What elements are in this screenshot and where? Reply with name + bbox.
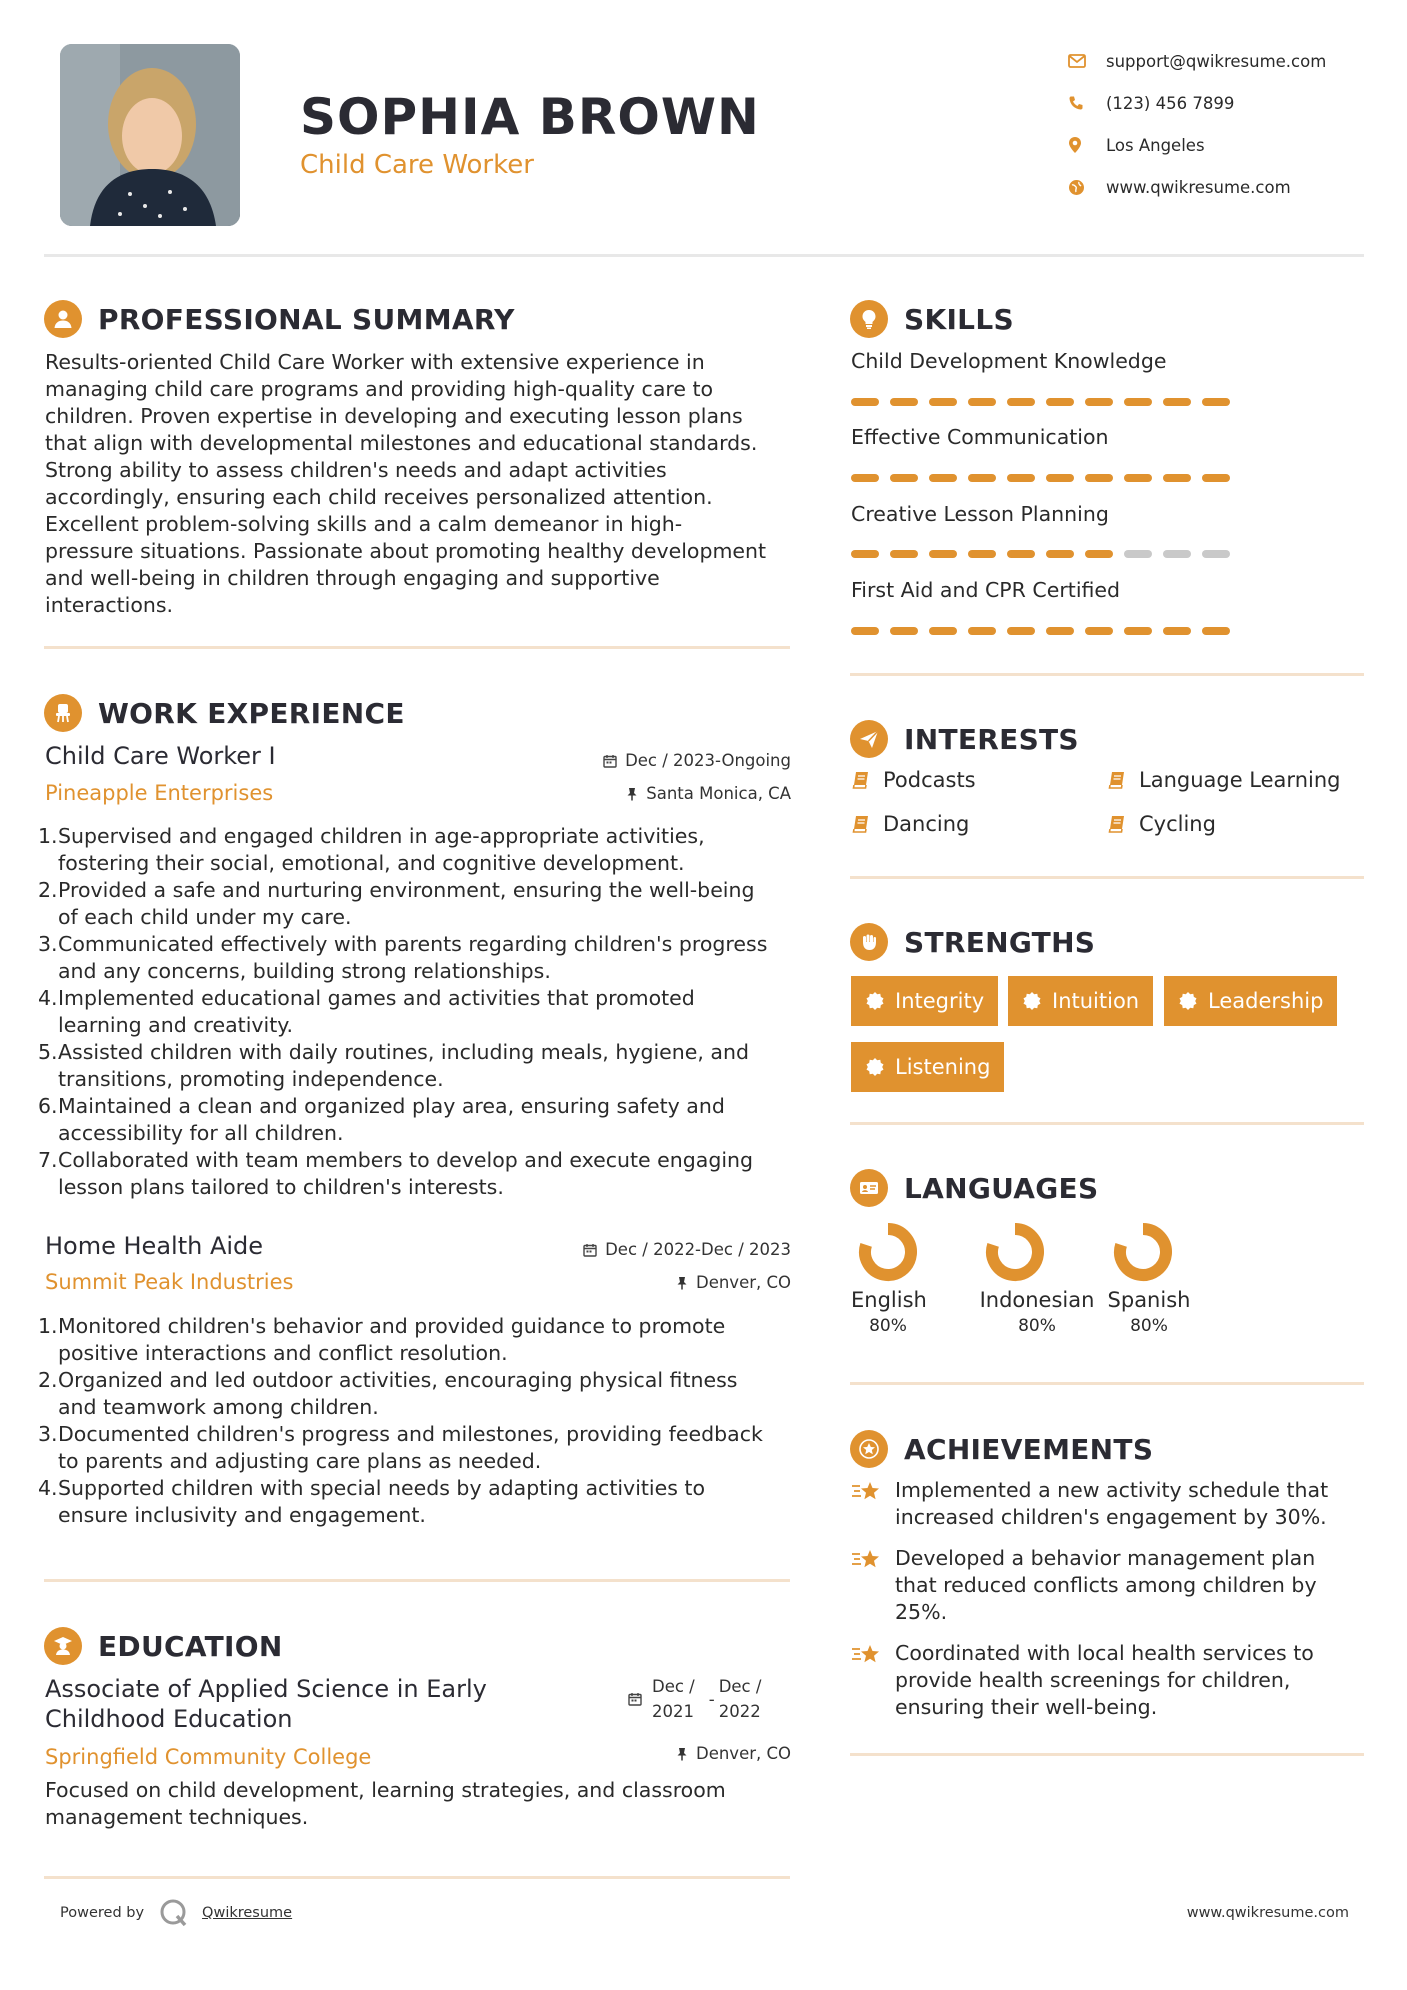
user-icon	[44, 300, 82, 338]
phone-icon	[1068, 95, 1084, 111]
skill-segment	[1046, 398, 1074, 406]
item-number: 4.	[38, 1476, 58, 1500]
skill-label: First Aid and CPR Certified	[851, 578, 1121, 602]
language-name: English	[851, 1288, 927, 1312]
contact-phone[interactable]	[1068, 82, 1388, 124]
skill-segment	[1163, 627, 1191, 635]
contact-location-text: Los Angeles	[1106, 135, 1205, 155]
strength-label: Listening	[895, 1055, 991, 1079]
skill-segment	[1202, 550, 1230, 558]
description-line: management techniques.	[45, 1805, 309, 1829]
achievements-header	[850, 1430, 1153, 1468]
summary-line: accordingly, ensuring each child receives personalized attention.	[45, 485, 713, 509]
summary-line: that align with developmental milestones and educational standards.	[45, 431, 758, 455]
interest-label: Dancing	[883, 812, 970, 836]
achievement-line: Developed a behavior management plan	[895, 1546, 1316, 1570]
list-item	[38, 1147, 798, 1201]
strengths-title: STRENGTHS	[904, 925, 1096, 959]
book-icon	[1107, 770, 1127, 790]
item-line: accessibility for all children.	[58, 1121, 344, 1145]
language-item	[851, 1222, 925, 1336]
education-location	[500, 1744, 791, 1763]
job-dates-text: Dec / 2023-Ongoing	[625, 751, 791, 770]
skill-segment	[1085, 398, 1113, 406]
mail-icon	[1068, 54, 1086, 68]
shooting-star-icon	[851, 1547, 883, 1573]
language-gauge	[858, 1222, 918, 1282]
item-line: and teamwork among children.	[58, 1395, 379, 1419]
candidate-name: SOPHIA BROWN	[300, 88, 760, 146]
profile-photo	[60, 44, 240, 226]
id-card-icon	[850, 1169, 888, 1207]
item-number: 3.	[38, 932, 58, 956]
skill-segment	[1007, 550, 1035, 558]
languages-divider	[850, 1382, 1364, 1385]
date-month: Dec /	[652, 1677, 695, 1696]
globe-icon	[1068, 179, 1085, 196]
strength-label: Integrity	[895, 989, 985, 1013]
skill-segment	[1163, 474, 1191, 482]
skill-segment	[890, 474, 918, 482]
item-number: 5.	[38, 1040, 58, 1064]
education-dates	[628, 1674, 761, 1724]
list-item	[38, 1039, 798, 1093]
item-line: Communicated effectively with parents regarding children's progress	[58, 932, 768, 956]
skill-segment	[1124, 398, 1152, 406]
date-month: Dec /	[718, 1677, 762, 1696]
skill-segment	[968, 550, 996, 558]
job-title: Child Care Worker I	[45, 742, 276, 770]
book-icon	[851, 814, 871, 834]
summary-line: Excellent problem-solving skills and a calm demeanor in high-	[45, 512, 683, 536]
item-line: positive interactions and conflict resolution.	[58, 1341, 508, 1365]
skill-segment	[929, 474, 957, 482]
list-item	[38, 1475, 798, 1529]
language-percent: 80%	[1018, 1316, 1056, 1336]
achievement-item	[851, 1545, 1351, 1626]
header-divider	[44, 254, 1364, 257]
strength-label: Intuition	[1052, 989, 1140, 1013]
strength-chip	[851, 1042, 1004, 1092]
language-name: Indonesian	[979, 1288, 1095, 1312]
languages-header	[850, 1169, 1098, 1207]
pushpin-icon	[676, 1276, 688, 1290]
skill-segment	[851, 474, 879, 482]
skill-label: Effective Communication	[851, 425, 1109, 449]
item-line: to parents and adjusting care plans as needed.	[58, 1449, 542, 1473]
item-line: Implemented educational games and activities that promoted	[58, 986, 695, 1010]
pushpin-icon	[626, 787, 638, 801]
contact-location	[1068, 124, 1388, 166]
calendar-icon	[603, 754, 617, 768]
language-gauge-arc	[1120, 1229, 1166, 1275]
job-dates-text: Dec / 2022-Dec / 2023	[605, 1240, 791, 1259]
portrait-photo-icon	[60, 44, 240, 226]
job-title: Home Health Aide	[45, 1232, 264, 1260]
contact-email-text: support@qwikresume.com	[1106, 51, 1327, 71]
achievement-line: ensuring their well-being.	[895, 1695, 1158, 1719]
language-gauge-arc	[865, 1229, 911, 1275]
skill-segment	[1163, 398, 1191, 406]
strengths-header	[850, 923, 1095, 961]
item-number: 3.	[38, 1422, 58, 1446]
achievement-item	[851, 1640, 1351, 1721]
education-divider	[44, 1876, 790, 1879]
job-company: Pineapple Enterprises	[45, 781, 274, 805]
item-line: Organized and led outdoor activities, encouraging physical fitness	[58, 1368, 738, 1392]
list-item	[38, 1093, 798, 1147]
achievement-line: 25%.	[895, 1600, 948, 1624]
badge-icon	[865, 991, 885, 1011]
job-location-text: Denver, CO	[695, 1273, 791, 1292]
calendar-icon	[628, 1692, 642, 1706]
item-line: lesson plans tailored to children's interests.	[58, 1175, 504, 1199]
skill-segment	[1124, 550, 1152, 558]
skill-level-bar	[851, 474, 1230, 482]
item-line: Documented children's progress and milestones, providing feedback	[58, 1422, 763, 1446]
item-number: 7.	[38, 1148, 58, 1172]
job-responsibilities	[38, 1313, 798, 1529]
item-line: Provided a safe and nurturing environment, ensuring the well-being	[58, 878, 755, 902]
skill-segment	[1007, 474, 1035, 482]
interest-label: Language Learning	[1139, 768, 1341, 792]
job-location	[500, 1273, 791, 1292]
summary-line: Results-oriented Child Care Worker with extensive experience in	[45, 350, 705, 374]
strength-chip	[1164, 976, 1337, 1026]
powered-by-text: Powered by	[60, 1905, 145, 1921]
degree-line: Associate of Applied Science in Early	[45, 1675, 487, 1703]
list-item	[38, 985, 798, 1039]
candidate-role: Child Care Worker	[300, 150, 534, 180]
contact-website[interactable]	[1068, 166, 1388, 208]
work-title: WORK EXPERIENCE	[98, 696, 405, 730]
fist-icon	[850, 923, 888, 961]
skill-segment	[1124, 474, 1152, 482]
interest-item	[1107, 812, 1216, 836]
skill-level-bar	[851, 398, 1230, 406]
skill-segment	[1202, 398, 1230, 406]
summary-line: pressure situations. Passionate about promoting healthy development	[45, 539, 767, 563]
language-gauge	[985, 1222, 1045, 1282]
item-number: 2.	[38, 878, 58, 902]
item-number: 1.	[38, 1314, 58, 1338]
item-line: learning and creativity.	[58, 1013, 293, 1037]
language-name: Spanish	[1107, 1288, 1191, 1312]
achievement-line: increased children's engagement by 30%.	[895, 1505, 1327, 1529]
item-line: Maintained a clean and organized play area, ensuring safety and	[58, 1094, 725, 1118]
interest-item	[851, 768, 976, 792]
item-line: Assisted children with daily routines, including meals, hygiene, and	[58, 1040, 749, 1064]
summary-header	[44, 300, 515, 338]
start-date	[652, 1674, 695, 1724]
achievement-text	[895, 1477, 1328, 1531]
job-dates	[500, 751, 791, 770]
skill-label: Child Development Knowledge	[851, 349, 1167, 373]
contact-block	[1068, 40, 1388, 208]
skill-segment	[968, 627, 996, 635]
item-number: 1.	[38, 824, 58, 848]
job-company: Summit Peak Industries	[45, 1270, 294, 1294]
star-badge-icon	[850, 1430, 888, 1468]
badge-icon	[1178, 991, 1198, 1011]
list-item	[38, 823, 798, 877]
list-item	[38, 1367, 798, 1421]
contact-website-text: www.qwikresume.com	[1106, 177, 1291, 197]
education-location-text: Denver, CO	[695, 1744, 791, 1763]
degree-title	[45, 1674, 487, 1734]
skill-segment	[1085, 550, 1113, 558]
location-pin-icon	[1068, 136, 1082, 154]
achievement-line: that reduced conflicts among children by	[895, 1573, 1317, 1597]
skill-segment	[890, 550, 918, 558]
skill-segment	[890, 398, 918, 406]
skill-segment	[968, 398, 996, 406]
strength-label: Leadership	[1208, 989, 1324, 1013]
language-item	[1106, 1222, 1192, 1336]
strength-chip	[1008, 976, 1153, 1026]
skill-segment	[1163, 550, 1191, 558]
item-line: and any concerns, building strong relationships.	[58, 959, 551, 983]
interest-label: Cycling	[1139, 812, 1216, 836]
skill-segment	[851, 398, 879, 406]
pushpin-icon	[676, 1747, 688, 1761]
education-description	[45, 1777, 795, 1831]
date-year: 2022	[718, 1702, 761, 1721]
footer-powered-by	[60, 1898, 292, 1928]
summary-divider	[44, 646, 790, 649]
skill-level-bar	[851, 627, 1230, 635]
paper-plane-icon	[850, 720, 888, 758]
shooting-star-icon	[851, 1642, 883, 1668]
interests-header	[850, 720, 1079, 758]
language-gauge-arc	[992, 1229, 1038, 1275]
skill-segment	[1124, 627, 1152, 635]
skill-segment	[1202, 474, 1230, 482]
interests-divider	[850, 876, 1364, 879]
item-line: Monitored children's behavior and provided guidance to promote	[58, 1314, 726, 1338]
language-percent: 80%	[869, 1316, 907, 1336]
languages-title: LANGUAGES	[904, 1171, 1099, 1205]
item-line: of each child under my care.	[58, 905, 352, 929]
education-header	[44, 1627, 283, 1665]
summary-line: managing child care programs and providing high-quality care to	[45, 377, 714, 401]
skill-segment	[1085, 474, 1113, 482]
language-percent: 80%	[1130, 1316, 1168, 1336]
item-line: Supervised and engaged children in age-appropriate activities,	[58, 824, 705, 848]
skill-segment	[851, 550, 879, 558]
degree-line: Childhood Education	[45, 1705, 293, 1733]
calendar-icon	[583, 1243, 597, 1257]
lightbulb-icon	[850, 300, 888, 338]
list-item	[38, 931, 798, 985]
skill-segment	[1085, 627, 1113, 635]
item-number: 6.	[38, 1094, 58, 1118]
interest-label: Podcasts	[883, 768, 976, 792]
interest-item	[851, 812, 969, 836]
list-item	[38, 1313, 798, 1367]
strengths-divider	[850, 1122, 1364, 1125]
item-number: 4.	[38, 986, 58, 1010]
graduate-icon	[44, 1627, 82, 1665]
item-number: 2.	[38, 1368, 58, 1392]
interest-item	[1107, 768, 1340, 792]
skill-segment	[1007, 398, 1035, 406]
job-location-text: Santa Monica, CA	[646, 784, 791, 803]
summary-title: PROFESSIONAL SUMMARY	[98, 302, 515, 336]
date-year: 2021	[652, 1702, 694, 1721]
shooting-star-icon	[851, 1479, 883, 1505]
book-icon	[1107, 814, 1127, 834]
skill-segment	[1046, 627, 1074, 635]
language-gauge	[1113, 1222, 1173, 1282]
contact-email[interactable]	[1068, 40, 1388, 82]
skill-segment	[1046, 550, 1074, 558]
footer-website[interactable]: www.qwikresume.com	[1186, 1905, 1349, 1921]
skill-segment	[929, 550, 957, 558]
skill-segment	[929, 398, 957, 406]
skills-divider	[850, 673, 1364, 676]
achievement-line: Implemented a new activity schedule that	[895, 1478, 1329, 1502]
summary-line: and well-being in children through engaging and supportive	[45, 566, 660, 590]
book-icon	[851, 770, 871, 790]
work-header	[44, 694, 405, 732]
achievement-text	[895, 1545, 1317, 1626]
summary-line: children. Proven expertise in developing and executing lesson plans	[45, 404, 743, 428]
brand-link[interactable]: Qwikresume	[202, 1905, 293, 1921]
achievement-line: provide health screenings for children,	[895, 1668, 1291, 1692]
education-title: EDUCATION	[98, 1629, 283, 1663]
achievements-divider	[850, 1753, 1364, 1756]
achievement-line: Coordinated with local health services to	[895, 1641, 1314, 1665]
description-line: Focused on child development, learning strategies, and classroom	[45, 1778, 726, 1802]
achievement-text	[895, 1640, 1314, 1721]
skill-segment	[1007, 627, 1035, 635]
item-line: transitions, promoting independence.	[58, 1067, 444, 1091]
skill-segment	[1202, 627, 1230, 635]
summary-line: Strong ability to assess children's needs and adapt activities	[45, 458, 667, 482]
item-line: Supported children with special needs by adapting activities to	[58, 1476, 706, 1500]
skill-level-bar	[851, 550, 1230, 558]
item-line: ensure inclusivity and engagement.	[58, 1503, 426, 1527]
achievement-item	[851, 1477, 1351, 1531]
skill-segment	[890, 627, 918, 635]
skill-segment	[968, 474, 996, 482]
skill-label: Creative Lesson Planning	[851, 502, 1109, 526]
achievements-title: ACHIEVEMENTS	[904, 1432, 1154, 1466]
work-divider	[44, 1579, 790, 1582]
interests-title: INTERESTS	[904, 722, 1079, 756]
qwikresume-logo-icon	[158, 1898, 190, 1928]
school-name: Springfield Community College	[45, 1745, 372, 1769]
item-line: Collaborated with team members to develop and execute engaging	[58, 1148, 754, 1172]
job-dates	[500, 1240, 791, 1259]
language-item	[978, 1222, 1096, 1336]
skill-segment	[1046, 474, 1074, 482]
summary-text	[45, 349, 795, 619]
skill-segment	[851, 627, 879, 635]
badge-icon	[865, 1057, 885, 1077]
strength-chip	[851, 976, 998, 1026]
end-date	[719, 1674, 762, 1724]
summary-line: interactions.	[45, 593, 174, 617]
badge-icon	[1022, 991, 1042, 1011]
list-item	[38, 877, 798, 931]
job-location	[500, 784, 791, 803]
chair-icon	[44, 694, 82, 732]
list-item	[38, 1421, 798, 1475]
skills-title: SKILLS	[904, 302, 1014, 336]
contact-phone-text: (123) 456 7899	[1106, 93, 1235, 113]
item-line: fostering their social, emotional, and cognitive development.	[58, 851, 685, 875]
skills-header	[850, 300, 1014, 338]
job-responsibilities	[38, 823, 798, 1201]
skill-segment	[929, 627, 957, 635]
date-separator: -	[708, 1689, 715, 1709]
